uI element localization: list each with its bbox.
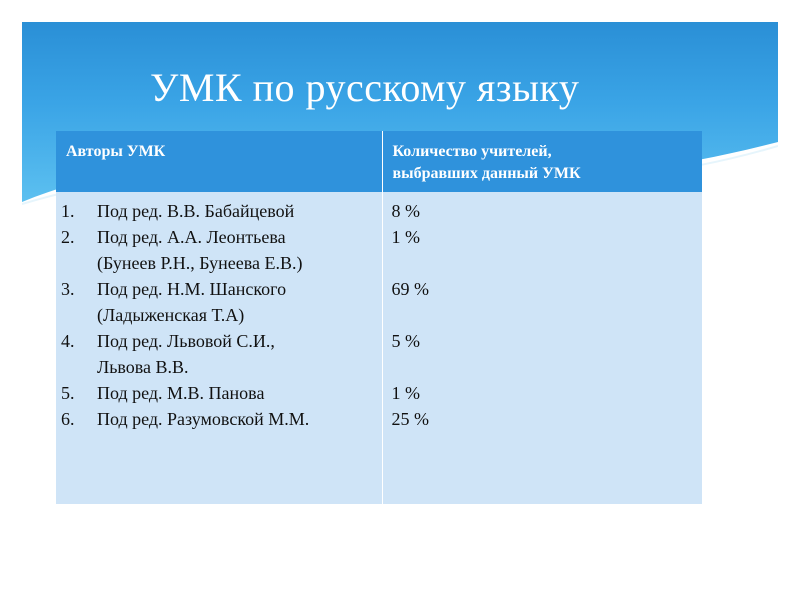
list-item — [57, 380, 381, 406]
list-item-text: Под ред. Н.М. Шанского — [97, 279, 287, 299]
table-row — [56, 192, 702, 504]
page-title: УМК по русскому языку — [150, 65, 580, 110]
authors-cell — [56, 192, 382, 504]
header-authors: Авторы УМК — [56, 131, 382, 192]
share-value: 25 % — [391, 409, 429, 429]
list-item-text: Львова В.В. — [97, 357, 189, 377]
list-item-number: 6. — [61, 409, 75, 429]
share-value — [392, 302, 702, 328]
shares-cell — [382, 192, 702, 504]
share-value: 5 % — [391, 331, 420, 351]
authors-list — [57, 198, 381, 432]
share-value — [392, 354, 702, 380]
list-item-text: Под ред. Разумовской М.М. — [97, 409, 310, 429]
shares-list — [384, 198, 702, 432]
header-count-line1: Количество учителей, — [392, 143, 552, 160]
list-item-text: Под ред. А.А. Леонтьева — [97, 227, 286, 247]
list-item-text: Под ред. В.В. Бабайцевой — [97, 201, 295, 221]
list-item-number: 2. — [61, 227, 75, 247]
list-item — [57, 328, 381, 380]
list-item — [57, 406, 381, 432]
table-header-row — [56, 131, 702, 192]
header-count-line2: выбравших данный УМК — [392, 165, 581, 182]
list-item-text: Под ред. М.В. Панова — [97, 383, 265, 403]
list-item — [57, 224, 381, 276]
list-item-text: (Ладыженская Т.А) — [97, 305, 245, 325]
list-item-number: 3. — [61, 279, 75, 299]
list-item-number: 5. — [61, 383, 75, 403]
list-item — [57, 198, 381, 224]
share-value — [392, 250, 702, 276]
share-value: 69 % — [391, 279, 429, 299]
list-item-number: 4. — [61, 331, 75, 351]
share-value: 8 % — [391, 201, 420, 221]
list-item-number: 1. — [61, 201, 75, 221]
list-item — [57, 276, 381, 328]
header-teacher-count — [382, 131, 702, 192]
share-value: 1 % — [391, 383, 420, 403]
umk-table — [56, 131, 702, 504]
list-item-text: Под ред. Львовой С.И., — [97, 331, 275, 351]
share-value: 1 % — [391, 227, 420, 247]
list-item-text: (Бунеев Р.Н., Бунеева Е.В.) — [97, 253, 303, 273]
